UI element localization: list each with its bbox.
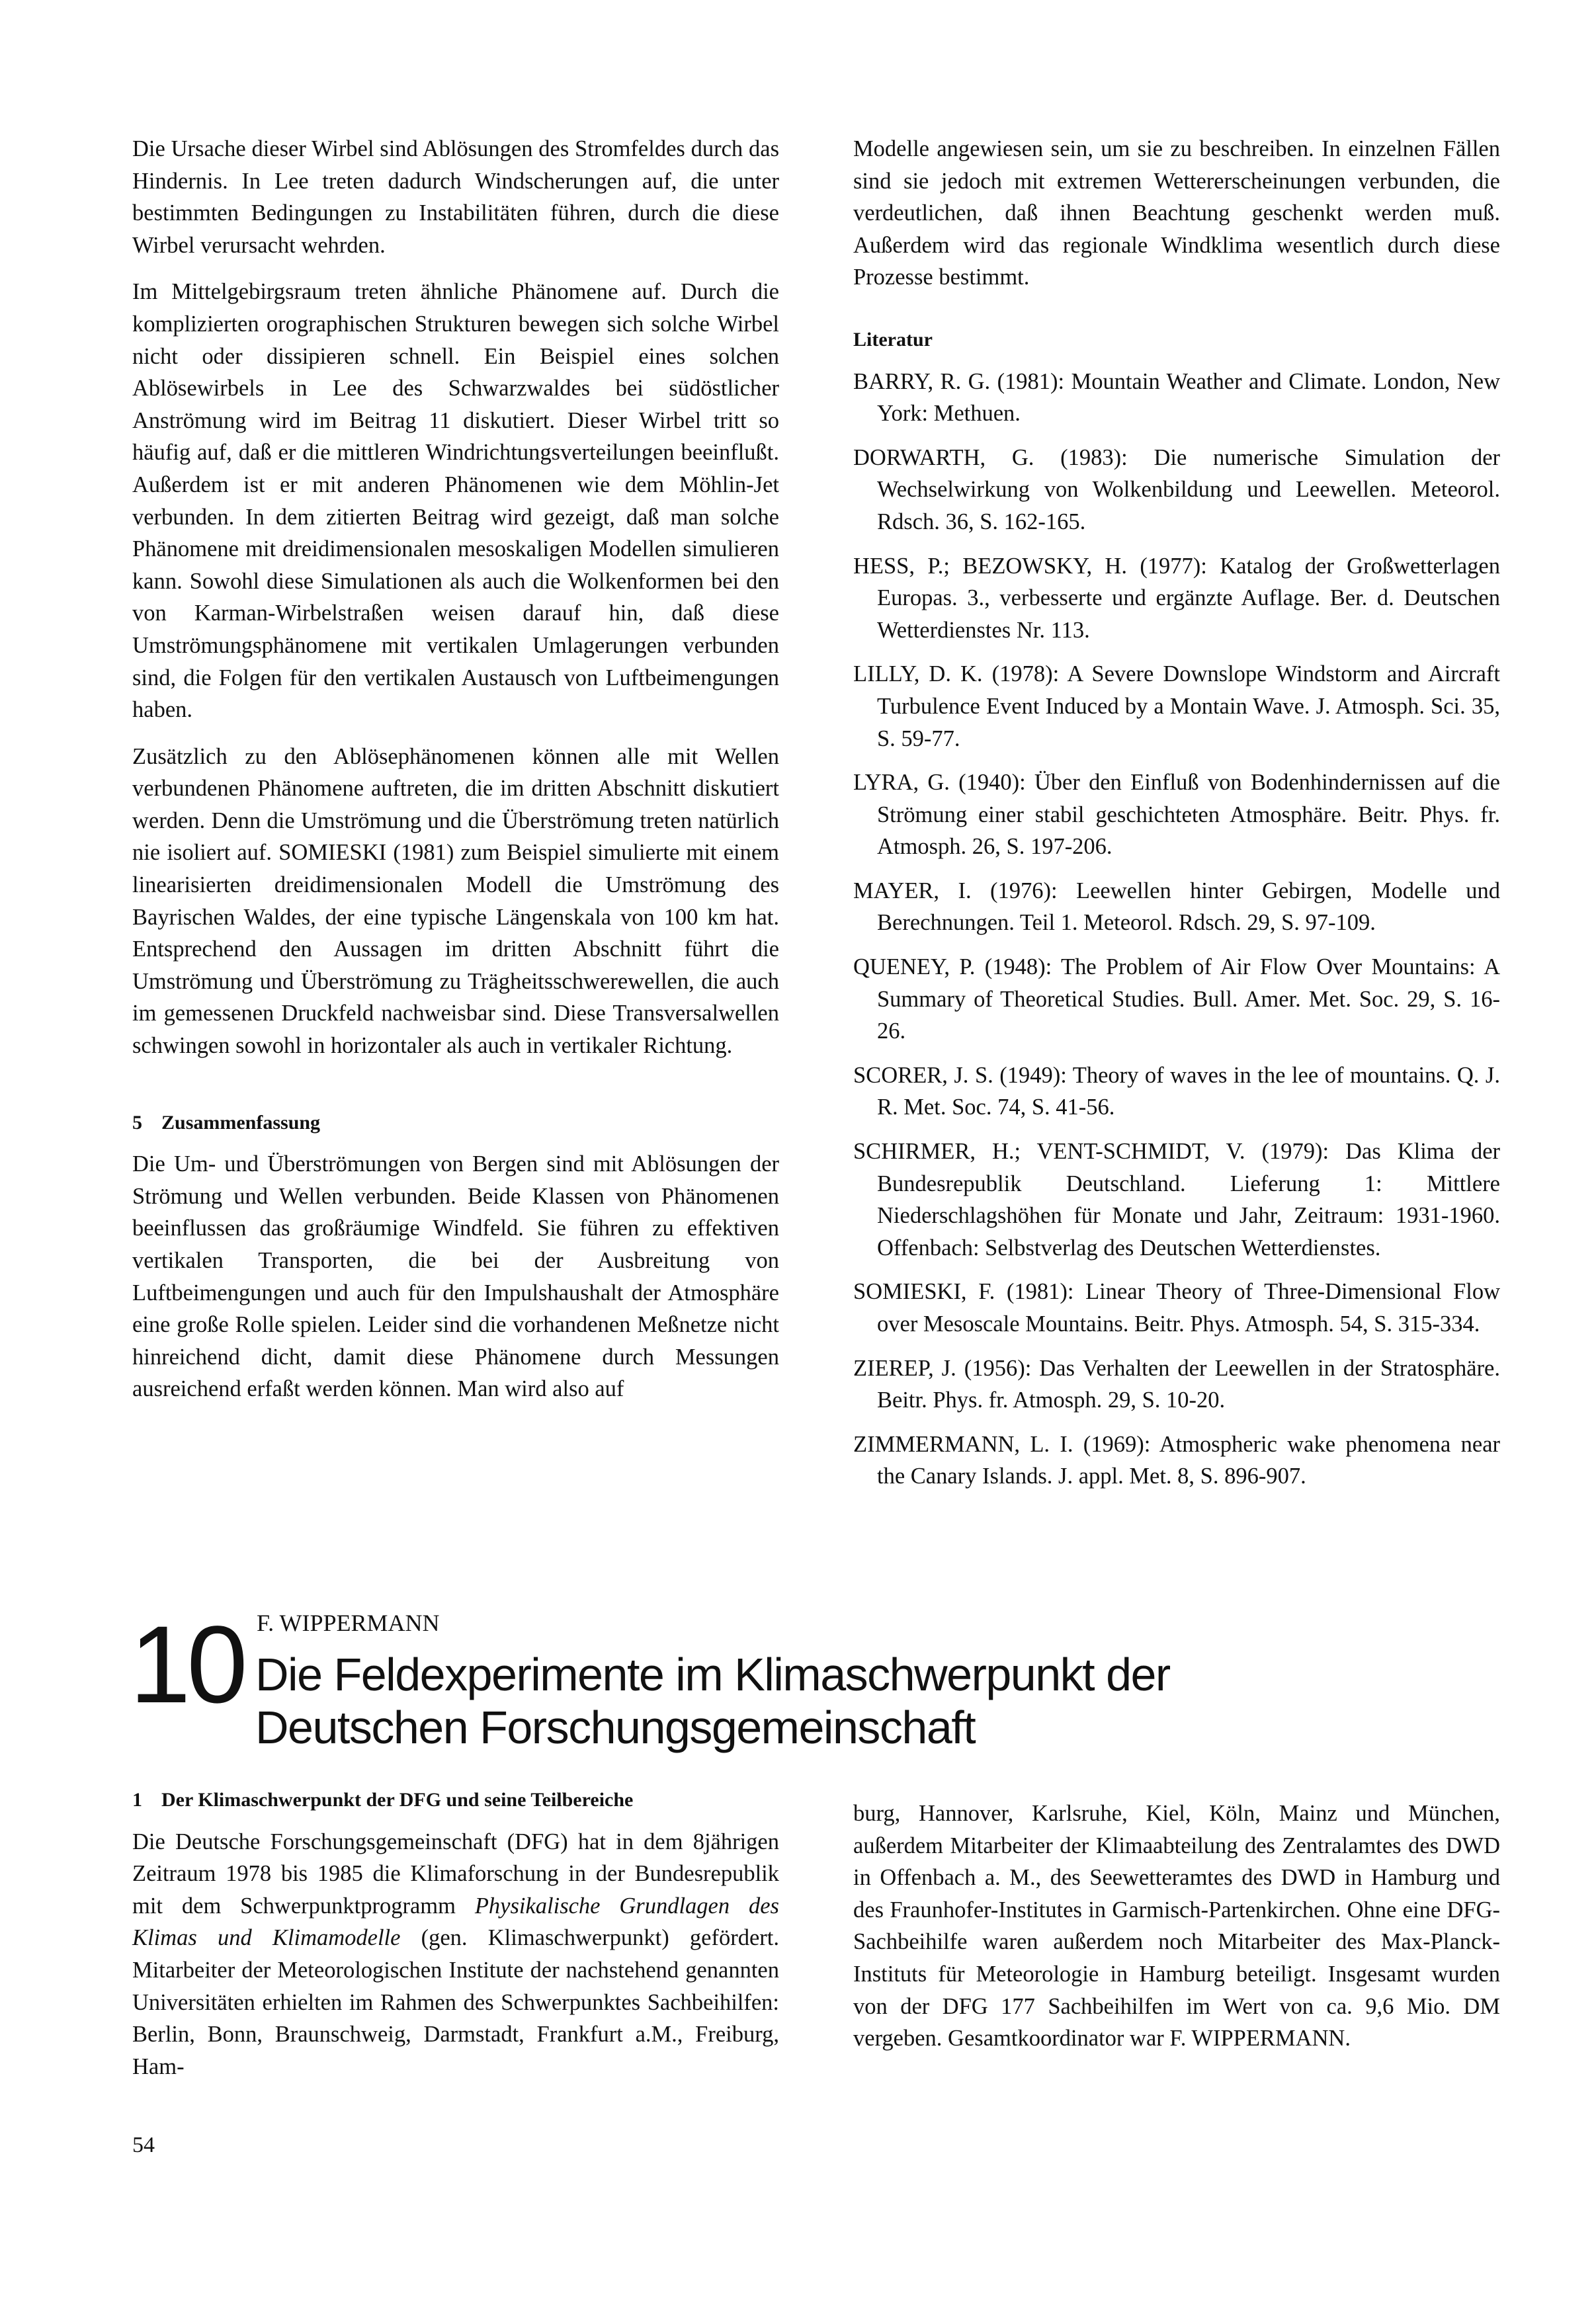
page-number: 54 bbox=[132, 2133, 155, 2157]
reference-item: ZIMMERMANN, L. I. (1969): Atmospheric wake phenomena near the Canary Islands. J. appl. Met. 8, S. 896-907. bbox=[853, 1431, 1500, 1489]
right-column-top bbox=[853, 133, 1500, 1505]
program-name: Physikalische Grundlagen des Klimas und Klimamodelle bbox=[132, 1893, 779, 1951]
reference-item: HESS, P.; BEZOWSKY, H. (1977): Katalog der Großwetterlagen Europas. 3., verbesserte und ergänzte Auflage. Ber. d. Deutschen Wetterdienstes Nr. 113. bbox=[853, 553, 1500, 643]
right-column-bottom bbox=[853, 1798, 1500, 2069]
paragraph bbox=[132, 1826, 779, 2083]
section-number: 1 bbox=[132, 1789, 142, 1811]
paragraph-text: (gen. Klimaschwerpunkt) gefördert. Mitarbeiter der Meteorologischen Institute der nachstehend genannten Universitäten erhielten im Rahmen des Schwerpunktes Sachbeihilfen: Berlin, Bonn, Braunschweig, Darmstadt, Frankfurt a.M., Freiburg, Ham- bbox=[132, 1925, 779, 2079]
paragraph: Die Um- und Überströmungen von Bergen sind mit Ablösungen der Strömung und Wellen verbunden. Beide Klassen von Phänomenen beeinflussen das großräumige Windfeld. Sie führen zu effektiven vertikalen Transporten, die bei der Ausbreitung von Luftbeimengungen und auch für den Impulshaushalt der Atmosphäre eine große Rolle spielen. Leider sind die vorhandenen Meßnetze nicht hinreichend dicht, damit diese Phänomene durch Messungen ausreichend erfaßt werden können. Man wird also auf bbox=[132, 1151, 779, 1402]
reference-item: BARRY, R. G. (1981): Mountain Weather and Climate. London, New York: Methuen. bbox=[853, 368, 1500, 427]
literature-heading: Literatur bbox=[853, 328, 933, 351]
section-number: 5 bbox=[132, 1111, 142, 1134]
reference-item: SCORER, J. S. (1949): Theory of waves in the lee of mountains. Q. J. R. Met. Soc. 74, S. 41-56. bbox=[853, 1062, 1500, 1120]
chapter-title bbox=[255, 1648, 1446, 1754]
reference-item: QUENEY, P. (1948): The Problem of Air Flow Over Mountains: A Summary of Theoretical Studies. Bull. Amer. Met. Soc. 29, S. 16-26. bbox=[853, 954, 1500, 1044]
paragraph: Zusätzlich zu den Ablösephänomenen können alle mit Wellen verbundenen Phänomene auftreten, die im dritten Abschnitt diskutiert werden. Denn die Umströmung und die Überströmung treten natürlich nie isoliert auf. SOMIESKI (1981) zum Beispiel simulierte mit einem linearisierten dreidimensionalen Modell die Umströmung des Bayrischen Waldes, der eine typische Längenskala von 100 km hat. Entsprechend den Aussagen im dritten Abschnitt führt die Umströmung und Überströmung zu Trägheitsschwerewellen, die auch im gemessenen Druckfeld nachweisbar sind. Diese Transversalwellen schwingen sowohl in horizontaler als auch in vertikaler Richtung. bbox=[132, 743, 779, 1059]
section-heading-zusammenfassung bbox=[132, 1107, 779, 1139]
chapter-number: 10 bbox=[130, 1604, 244, 1726]
paragraph-text: Die Deutsche Forschungsgemeinschaft (DFG) hat in dem 8jährigen Zeitraum 1978 bis 1985 die Klimaforschung in der Bundesrepublik mit dem Schwerpunktprogramm bbox=[132, 1829, 779, 1919]
paragraph: burg, Hannover, Karlsruhe, Kiel, Köln, Mainz und München, außerdem Mitarbeiter der Klimaabteilung des Zentralamtes des DWD in Offenbach a. M., des Seewetteramtes des DWD in Hamburg und des Fraunhofer-Institutes in Garmisch-Partenkirchen. Ohne eine DFG-Sachbeihilfe waren außerdem noch Mitarbeiter des Max-Planck-Instituts für Meteorologie in Hamburg beteiligt. Insgesamt wurden von der DFG 177 Sachbeihilfen im Wert von ca. 9,6 Mio. DM vergeben. Gesamtkoordinator war F. WIPPERMANN. bbox=[853, 1801, 1500, 2051]
reference-item: SOMIESKI, F. (1981): Linear Theory of Three-Dimensional Flow over Mesoscale Mountains. Beitr. Phys. Atmosph. 54, S. 315-334. bbox=[853, 1279, 1500, 1337]
left-column-top bbox=[132, 133, 779, 1420]
section-heading-klimaschwerpunkt bbox=[132, 1784, 779, 1817]
section-title: Der Klimaschwerpunkt der DFG und seine Teilbereiche bbox=[161, 1789, 634, 1811]
reference-item: MAYER, I. (1976): Leewellen hinter Gebirgen, Modelle und Berechnungen. Teil 1. Meteorol. Rdsch. 29, S. 97-109. bbox=[853, 878, 1500, 936]
left-column-bottom bbox=[132, 1784, 779, 2097]
reference-item: LILLY, D. K. (1978): A Severe Downslope Windstorm and Aircraft Turbulence Event Induced by a Montain Wave. J. Atmosph. Sci. 35, S. 59-77. bbox=[853, 661, 1500, 751]
reference-item: DORWARTH, G. (1983): Die numerische Simulation der Wechselwirkung von Wolkenbildung und Leewellen. Meteorol. Rdsch. 36, S. 162-165. bbox=[853, 444, 1500, 534]
paragraph: Die Ursache dieser Wirbel sind Ablösungen des Stromfeldes durch das Hindernis. In Lee treten dadurch Windscherungen auf, die unter bestimmten Bedingungen zu Instabilitäten führen, durch die diese Wirbel verursacht wehrden. bbox=[132, 136, 779, 258]
chapter-title-line: Deutschen Forschungsgemeinschaft bbox=[255, 1702, 976, 1753]
paragraph: Im Mittelgebirgsraum treten ähnliche Phänomene auf. Durch die komplizierten orographischen Strukturen bewegen sich solche Wirbel nicht oder dissipieren schnell. Ein Beispiel eines solchen Ablösewirbels in Lee des Schwarzwaldes bei südöstlicher Anströmung wird im Beitrag 11 diskutiert. Dieser Wirbel tritt so häufig auf, daß er die mittleren Windrichtungsverteilungen beeinflußt. Außerdem ist er mit anderen Phänomenen wie dem Möhlin-Jet verbunden. In dem zitierten Beitrag wird gezeigt, daß man solche Phänomene mit dreidimensionalen mesoskaligen Modellen simulieren kann. Sowohl diese Simulationen als auch die Wolkenformen bei den von Karman-Wirbelstraßen weisen darauf hin, daß diese Umströmungsphänomene mit vertikalen Umlagerungen verbunden sind, die Folgen für den vertikalen Austausch von Luftbeimengungen haben. bbox=[132, 279, 779, 723]
paragraph: Modelle angewiesen sein, um sie zu beschreiben. In einzelnen Fällen sind sie jedoch mit extremen Wettererscheinungen verbunden, die verdeutlichen, daß ihnen Beachtung geschenkt werden muß. Außerdem wird das regionale Windklima wesentlich durch diese Prozesse bestimmt. bbox=[853, 136, 1500, 290]
chapter-author: F. WIPPERMANN bbox=[257, 1610, 440, 1636]
section-title: Zusammenfassung bbox=[161, 1111, 321, 1134]
reference-item: SCHIRMER, H.; VENT-SCHMIDT, V. (1979): Das Klima der Bundesrepublik Deutschland. Lieferung 1: Mittlere Niederschlagshöhen für Monate und Jahr, Zeitraum: 1931-1960. Offenbach: Selbstverlag des Deutschen Wetterdienstes. bbox=[853, 1139, 1500, 1261]
reference-item: LYRA, G. (1940): Über den Einfluß von Bodenhindernissen auf die Strömung einer stabil geschichteten Atmosphäre. Beitr. Phys. fr. Atmosph. 26, S. 197-206. bbox=[853, 770, 1500, 860]
chapter-title-line: Die Feldexperimente im Klimaschwerpunkt der bbox=[255, 1649, 1170, 1700]
reference-item: ZIEREP, J. (1956): Das Verhalten der Leewellen in der Stratosphäre. Beitr. Phys. fr. Atmosph. 29, S. 10-20. bbox=[853, 1355, 1500, 1413]
